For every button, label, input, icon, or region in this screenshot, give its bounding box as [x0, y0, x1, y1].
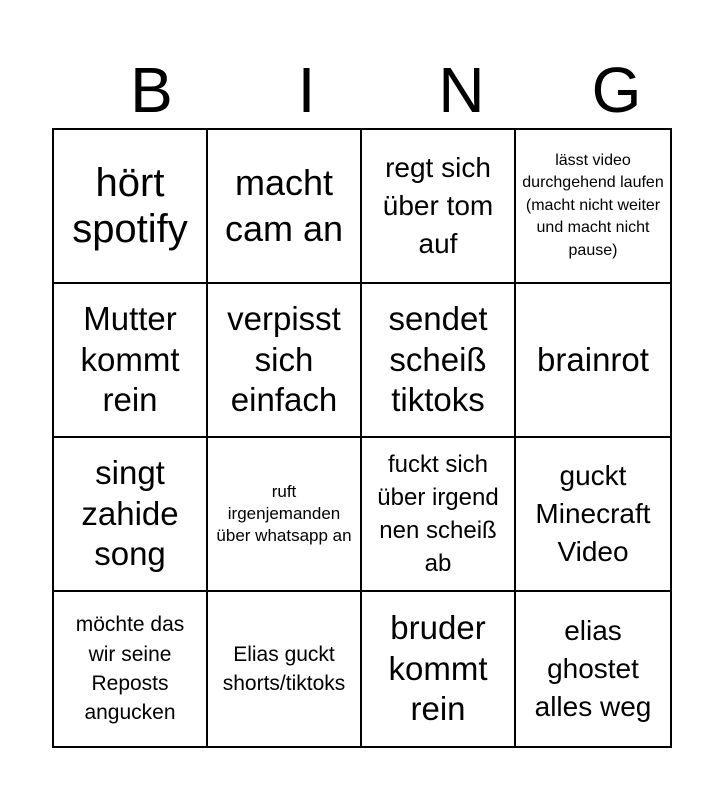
- bingo-cell[interactable]: [208, 130, 362, 284]
- bingo-cell[interactable]: [362, 130, 516, 284]
- bingo-cell[interactable]: [362, 284, 516, 438]
- bingo-board: [52, 128, 672, 748]
- bingo-cell-text: verpisst sich einfach: [227, 299, 341, 419]
- bingo-cell[interactable]: [362, 438, 516, 592]
- bingo-cell[interactable]: [54, 284, 208, 438]
- bingo-cell[interactable]: [362, 592, 516, 746]
- bingo-cell[interactable]: [516, 592, 670, 746]
- bingo-cell[interactable]: [54, 130, 208, 284]
- bingo-cell[interactable]: [516, 438, 670, 592]
- bingo-cell-text: singt zahide song: [81, 453, 179, 573]
- bingo-cell-text: guckt Minecraft Video: [535, 460, 651, 567]
- bingo-cell-text: fuckt sich über irgend nen scheiß ab: [377, 450, 499, 578]
- header-letter-b: B: [130, 53, 173, 126]
- bingo-cell[interactable]: [516, 284, 670, 438]
- bingo-header: [52, 52, 672, 127]
- bingo-cell-text: hört spotify: [72, 161, 188, 251]
- bingo-cell-text: bruder kommt rein: [388, 608, 488, 728]
- header-letter-n: N: [438, 53, 485, 126]
- bingo-cell-text: ruft irgenjemanden über whatsapp an: [216, 481, 352, 546]
- bingo-cell-text: elias ghostet alles weg: [534, 615, 652, 722]
- bingo-cell[interactable]: [208, 284, 362, 438]
- bingo-cell[interactable]: [54, 438, 208, 592]
- bingo-cell[interactable]: [516, 130, 670, 284]
- bingo-cell[interactable]: [208, 438, 362, 592]
- bingo-cell-text: möchte das wir seine Reposts angucken: [75, 613, 185, 725]
- bingo-cell[interactable]: [54, 592, 208, 746]
- bingo-cell-text: macht cam an: [224, 161, 344, 249]
- bingo-cell-text: brainrot: [537, 340, 649, 378]
- header-letter-g: G: [591, 53, 642, 126]
- bingo-cell-text: lässt video durchgehend laufen (macht nicht weiter und macht nicht pause): [522, 152, 664, 259]
- bingo-cell-text: Mutter kommt rein: [80, 299, 180, 419]
- header-letter-i: I: [297, 53, 316, 126]
- bingo-cell-text: Elias guckt shorts/tiktoks: [222, 642, 346, 695]
- bingo-cell[interactable]: [208, 592, 362, 746]
- bingo-cell-text: regt sich über tom auf: [382, 152, 494, 259]
- bingo-cell-text: sendet scheiß tiktoks: [388, 299, 488, 419]
